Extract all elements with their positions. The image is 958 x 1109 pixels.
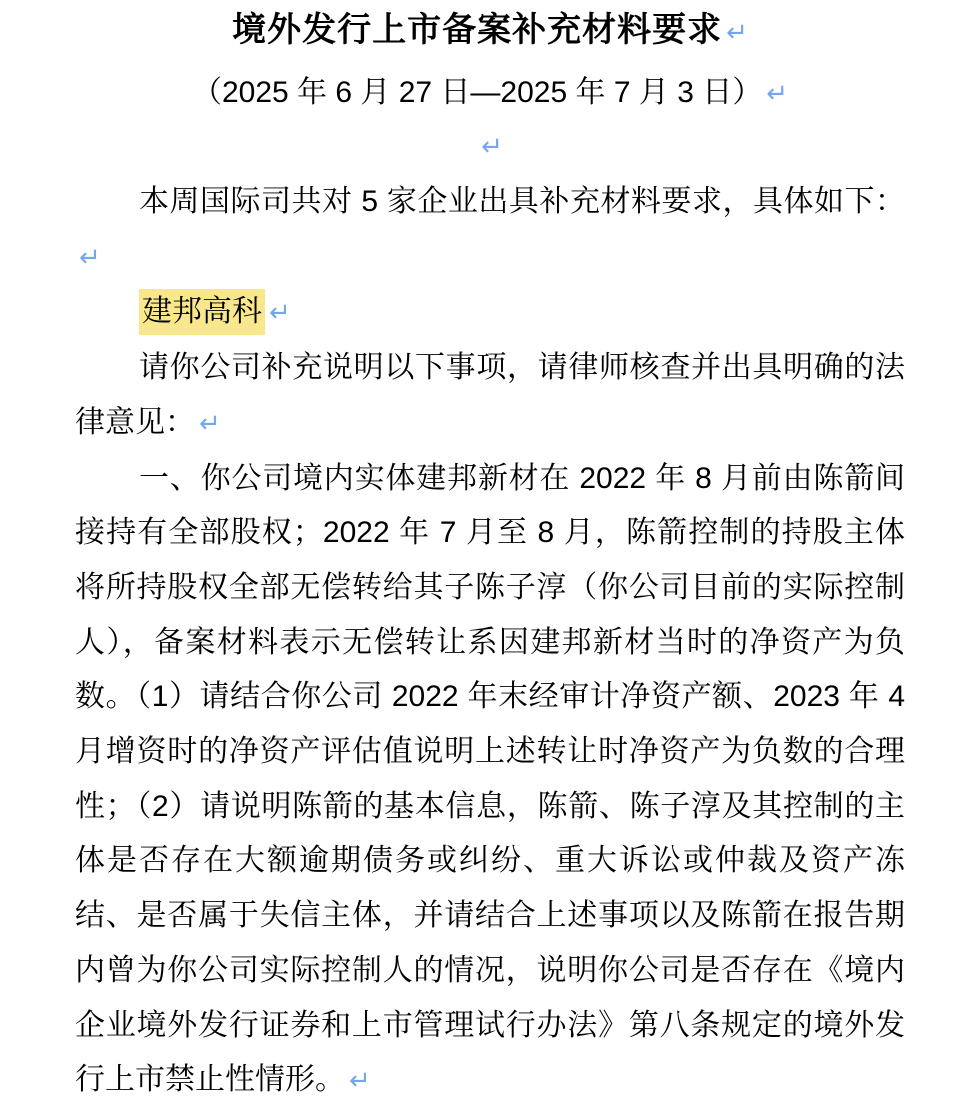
document-title — [75, 6, 905, 57]
document-title-text: 境外发行上市备案补充材料要求 — [232, 11, 723, 49]
item-one-paragraph — [75, 452, 905, 1109]
intro-paragraph — [75, 175, 905, 285]
paragraph-mark-icon: ↵ — [269, 298, 291, 329]
paragraph-mark-icon: ↵ — [199, 408, 221, 439]
company-paragraph — [75, 285, 905, 341]
paragraph-mark-icon: ↵ — [79, 242, 101, 273]
item-one-text: 一、你公司境内实体建邦新材在 2022 年 8 月前由陈箭间接持有全部股权；2022 年 7 月至 8 月，陈箭控制的持股主体将所持股权全部无偿转给其子陈子淳（你公司目前的实际控制人），备案材料表示无偿转让系因建邦新材当时的净资产为负数。（1）请结合你公司 2022 年末经审计净资产额、2023 年 4 月增资时的净资产评估值说明上述转让时净资产为负数的合理性；（2）请说明陈箭的基本信息，陈箭、陈子淳及其控制的主体是否存在大额逾期债务或纠纷、重大诉讼或仲裁及资产冻结、是否属于失信主体，并请结合上述事项以及陈箭在报告期内曾为你公司实际控制人的情况，说明你公司是否存在《境内企业境外发行证券和上市管理试行办法》第八条规定的境外发行上市禁止性情形。 — [75, 461, 905, 1097]
paragraph-mark-icon: ↵ — [481, 132, 503, 162]
paragraph-mark-icon: ↵ — [726, 18, 748, 48]
empty-paragraph — [75, 118, 905, 175]
request-paragraph — [75, 341, 905, 451]
paragraph-mark-icon: ↵ — [349, 1066, 371, 1097]
document-subtitle-text: （2025 年 6 月 27 日—2025 年 7 月 3 日） — [191, 76, 763, 109]
request-text: 请你公司补充说明以下事项，请律师核查并出具明确的法律意见： — [75, 351, 905, 439]
document-page — [0, 6, 958, 1097]
document-subtitle — [75, 69, 905, 118]
intro-text: 本周国际司共对 5 家企业出具补充材料要求，具体如下： — [139, 185, 905, 218]
paragraph-mark-icon: ↵ — [766, 79, 789, 109]
highlighted-company-name: 建邦高科 — [139, 289, 265, 335]
